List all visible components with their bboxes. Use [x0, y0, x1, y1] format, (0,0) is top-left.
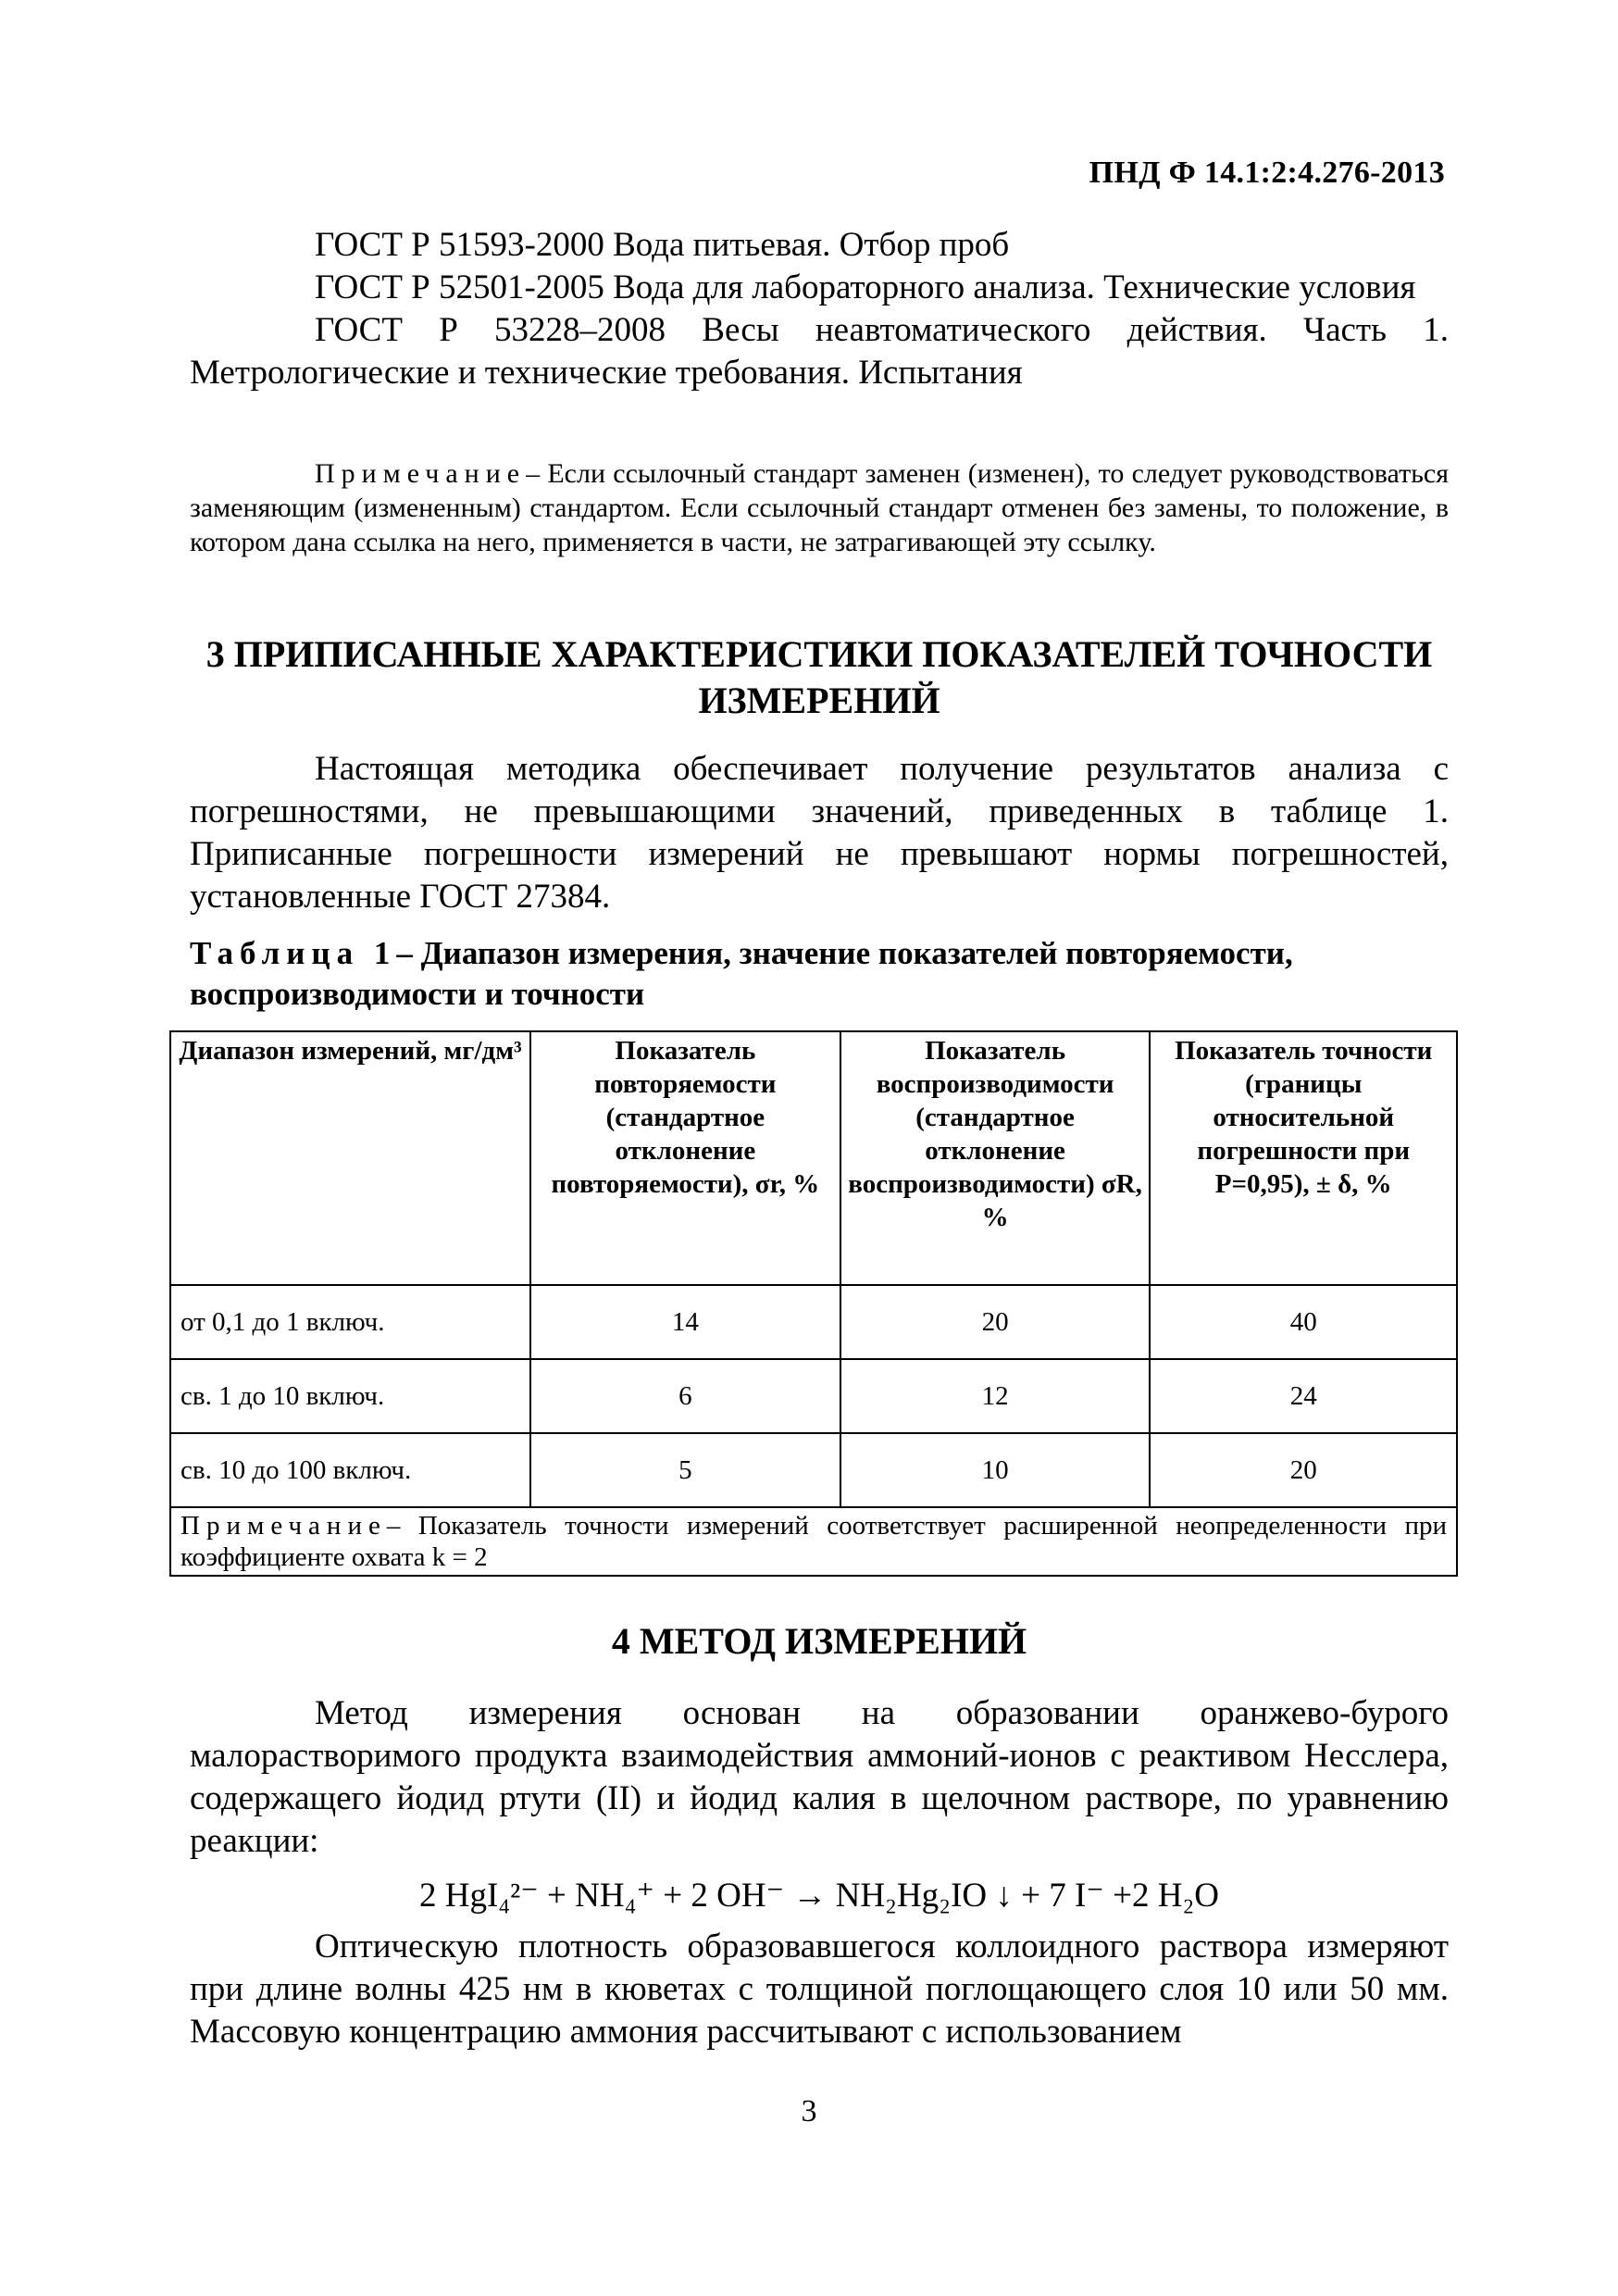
- section-4: [190, 1618, 1449, 1665]
- cell-range: св. 1 до 10 включ.: [170, 1359, 530, 1433]
- section-4-body: [190, 1692, 1449, 2053]
- table-row: [170, 1433, 1457, 1507]
- header-range: Диапазон измерений, мг/дм³: [170, 1031, 530, 1285]
- page-number: 3: [801, 2094, 817, 2128]
- note-label: Примечание: [315, 458, 527, 489]
- section-4-paragraph-2: Оптическую плотность образовавшегося коллоидного раствора измеряют при длине волны 425 нм в кюветах с толщиной поглощающего слоя 10 или 50 мм. Массовую концентрацию аммония рассчитывают с использованием: [190, 1928, 1449, 2051]
- section-3-paragraph: Настоящая методика обеспечивает получение результатов анализа с погрешностями, не превышающими значений, приведенных в таблице 1. Приписанные погрешности измерений не превышают нормы погрешностей, установленные ГОСТ 27384.: [190, 750, 1449, 916]
- section-4-heading: 4 МЕТОД ИЗМЕРЕНИЙ: [611, 1620, 1027, 1662]
- references-block: [190, 224, 1449, 394]
- cell-repeatability: 6: [530, 1359, 840, 1433]
- header-reproducibility: Показатель воспроизводимости (стандартное отклонение воспроизводимости) σR, %: [840, 1031, 1151, 1285]
- cell-accuracy: 20: [1150, 1433, 1457, 1507]
- table-row: [170, 1285, 1457, 1359]
- table-note-label: Примечание: [180, 1511, 387, 1541]
- cell-range: от 0,1 до 1 включ.: [170, 1285, 530, 1359]
- note-text: – Если ссылочный стандарт заменен (изменен), то следует руководствоваться заменяющим (измененным) стандартом. Если ссылочный стандарт отменен без замены, то положение, в котором дана ссылка на него, применяется в части, не затрагивающей эту ссылку.: [190, 458, 1449, 557]
- reference-3: ГОСТ Р 53228–2008 Весы неавтоматического действия. Часть 1. Метрологические и технические требования. Испытания: [190, 311, 1449, 392]
- table-caption-text: – Диапазон измерения, значение показателей повторяемости, воспроизводимости и точности: [190, 935, 1293, 1012]
- cell-accuracy: 40: [1150, 1285, 1457, 1359]
- reference-1: ГОСТ Р 51593-2000 Вода питьевая. Отбор проб: [315, 226, 1010, 264]
- reference-note: [190, 456, 1449, 559]
- cell-repeatability: 14: [530, 1285, 840, 1359]
- table-note: [170, 1507, 1457, 1576]
- table-1: [169, 1030, 1458, 1577]
- table-caption-label: Таблица 1: [190, 935, 397, 971]
- section-3-body: [190, 748, 1449, 918]
- header-accuracy: Показатель точности (границы относительной погрешности при Р=0,95), ± δ, %: [1150, 1031, 1457, 1285]
- table-header-row: [170, 1031, 1457, 1285]
- section-4-paragraph-1: Метод измерения основан на образовании оранжево-бурого малорастворимого продукта взаимодействия аммоний-ионов с реактивом Несслера, содержащего йодид ртути (II) и йодид калия в щелочном растворе, по уравнению реакции:: [190, 1694, 1449, 1860]
- cell-repeatability: 5: [530, 1433, 840, 1507]
- cell-accuracy: 24: [1150, 1359, 1457, 1433]
- table-1-caption: [190, 933, 1458, 1015]
- document-code: ПНД Ф 14.1:2:4.276-2013: [1089, 156, 1445, 190]
- reaction-equation: 2 HgI₄²⁻ + NH₄⁺ + 2 OH⁻ → NH₂Hg₂IO ↓ + 7 I⁻ +2 H₂O: [418, 1877, 1220, 1915]
- section-3-heading: 3 ПРИПИСАННЫЕ ХАРАКТЕРИСТИКИ ПОКАЗАТЕЛЕЙ ТОЧНОСТИ ИЗМЕРЕНИЙ: [205, 633, 1433, 721]
- cell-reproducibility: 12: [840, 1359, 1151, 1433]
- header-repeatability: Показатель повторяемости (стандартное отклонение повторяемости), σr, %: [530, 1031, 840, 1285]
- table-note-row: [170, 1507, 1457, 1576]
- table-row: [170, 1359, 1457, 1433]
- cell-reproducibility: 10: [840, 1433, 1151, 1507]
- cell-reproducibility: 20: [840, 1285, 1151, 1359]
- reference-2: ГОСТ Р 52501-2005 Вода для лабораторного анализа. Технические условия: [315, 268, 1416, 306]
- section-3: [190, 631, 1449, 724]
- table-note-text: – Показатель точности измерений соответствует расширенной неопределенности при коэффициенте охвата k = 2: [180, 1511, 1447, 1572]
- cell-range: св. 10 до 100 включ.: [170, 1433, 530, 1507]
